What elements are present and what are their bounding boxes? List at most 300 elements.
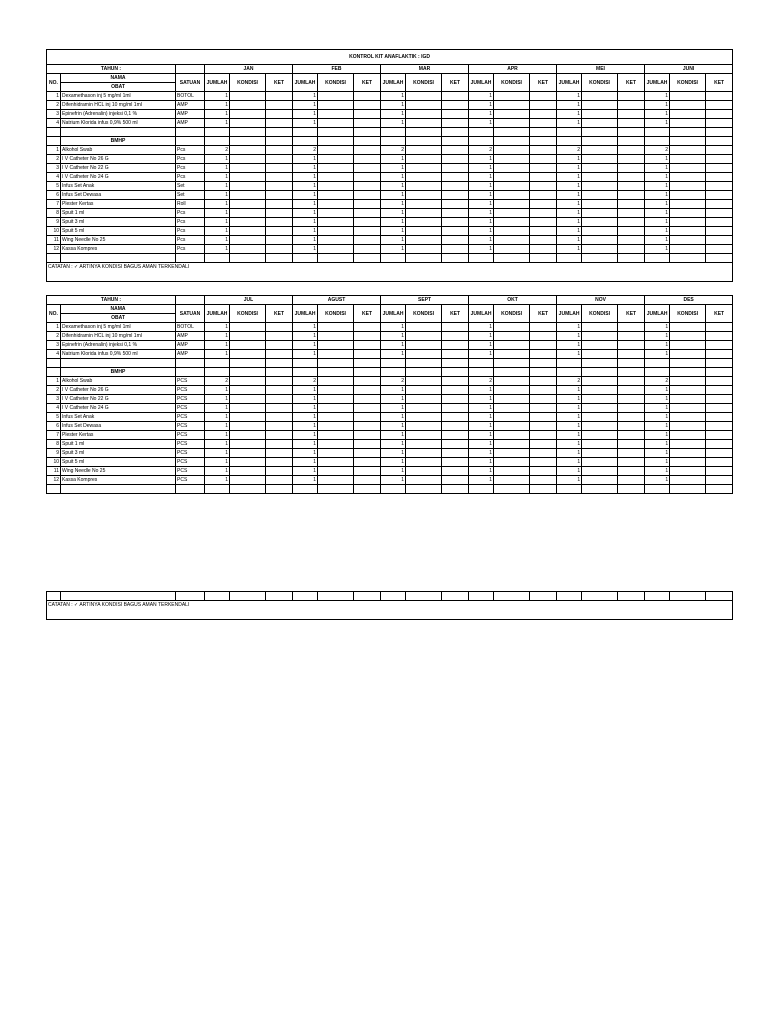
item-row (47, 182, 733, 191)
ket-cell (442, 350, 469, 359)
ket-cell (706, 155, 733, 164)
ket-cell (618, 386, 645, 395)
kondisi-cell (670, 341, 706, 350)
jumlah-cell: 1 (469, 110, 494, 119)
ket-cell (706, 119, 733, 128)
jumlah-cell: 1 (293, 101, 318, 110)
item-satuan: AMP (176, 350, 205, 359)
ket-cell (354, 440, 381, 449)
empty-cell (582, 254, 618, 263)
kondisi-cell (318, 395, 354, 404)
item-name: Natrium Klorida infus 0,9% 500 ml (61, 350, 176, 359)
kondisi-cell (582, 164, 618, 173)
ket-cell (266, 209, 293, 218)
ket-cell (618, 476, 645, 485)
catatan-row (47, 263, 733, 282)
kondisi-cell (406, 422, 442, 431)
empty-cell (645, 137, 670, 146)
jumlah-cell: 1 (469, 236, 494, 245)
ket-cell (530, 341, 557, 350)
ket-cell (618, 218, 645, 227)
kondisi-cell (318, 332, 354, 341)
empty-cell (176, 359, 205, 368)
kondisi-cell (670, 395, 706, 404)
jumlah-cell: 1 (557, 164, 582, 173)
item-name: I V Catheter No 26 G (61, 386, 176, 395)
jumlah-header: JUMLAH (645, 305, 670, 323)
item-name: Epinefrin (Adrenalin) injeksi 0,1 % (61, 341, 176, 350)
kondisi-cell (406, 458, 442, 467)
ket-cell (706, 476, 733, 485)
empty-cell (670, 592, 706, 601)
empty-cell (354, 128, 381, 137)
jumlah-cell: 1 (557, 431, 582, 440)
empty-cell (469, 137, 494, 146)
empty-cell (47, 368, 61, 377)
kondisi-cell (494, 245, 530, 254)
empty-cell (618, 368, 645, 377)
kondisi-cell (230, 218, 266, 227)
ket-cell (618, 101, 645, 110)
jumlah-cell: 2 (557, 146, 582, 155)
kondisi-cell (230, 101, 266, 110)
item-name: Spuit 3 ml (61, 449, 176, 458)
item-satuan: PCS (176, 413, 205, 422)
month-label: NOV (557, 296, 645, 305)
kondisi-cell (230, 431, 266, 440)
ket-cell (618, 227, 645, 236)
ket-cell (354, 191, 381, 200)
item-satuan: Set (176, 182, 205, 191)
tahun-label: TAHUN : (47, 296, 176, 305)
jumlah-cell: 1 (557, 404, 582, 413)
kondisi-cell (494, 323, 530, 332)
item-name: Spuit 1 ml (61, 440, 176, 449)
header-blank (176, 296, 205, 305)
jumlah-cell: 1 (381, 209, 406, 218)
jumlah-cell: 1 (381, 173, 406, 182)
jumlah-cell: 1 (557, 101, 582, 110)
jumlah-cell: 1 (557, 227, 582, 236)
kondisi-cell (230, 449, 266, 458)
ket-cell (706, 377, 733, 386)
item-no: 4 (47, 404, 61, 413)
month-label: MAR (381, 65, 469, 74)
item-row (47, 476, 733, 485)
ket-cell (618, 332, 645, 341)
bmhp-label: BMHP (61, 368, 176, 377)
ket-cell (706, 218, 733, 227)
kondisi-cell (670, 449, 706, 458)
item-no: 11 (47, 467, 61, 476)
item-no: 3 (47, 341, 61, 350)
kondisi-cell (318, 119, 354, 128)
ket-cell (266, 182, 293, 191)
blank-row (47, 254, 733, 263)
kondisi-cell (670, 164, 706, 173)
empty-cell (176, 368, 205, 377)
ket-cell (706, 341, 733, 350)
item-no: 8 (47, 209, 61, 218)
item-row (47, 332, 733, 341)
empty-cell (582, 485, 618, 494)
jumlah-cell: 1 (293, 191, 318, 200)
item-name: Infus Set Dewasa (61, 422, 176, 431)
ket-cell (354, 218, 381, 227)
kondisi-cell (230, 209, 266, 218)
kondisi-cell (494, 110, 530, 119)
kondisi-cell (230, 341, 266, 350)
jumlah-header: JUMLAH (293, 305, 318, 323)
ket-cell (530, 164, 557, 173)
empty-cell (205, 368, 230, 377)
ket-cell (354, 377, 381, 386)
ket-cell (442, 200, 469, 209)
jumlah-cell: 1 (645, 110, 670, 119)
ket-cell (706, 449, 733, 458)
ket-cell (266, 164, 293, 173)
kondisi-cell (494, 209, 530, 218)
kondisi-cell (406, 341, 442, 350)
jumlah-cell: 1 (381, 413, 406, 422)
jumlah-cell: 1 (293, 440, 318, 449)
jumlah-cell: 2 (557, 377, 582, 386)
kondisi-cell (582, 386, 618, 395)
kondisi-cell (670, 236, 706, 245)
kit-table-jul-des (46, 295, 733, 494)
item-satuan: Pcs (176, 173, 205, 182)
jumlah-cell: 1 (645, 395, 670, 404)
ket-cell (354, 119, 381, 128)
jumlah-cell: 1 (557, 476, 582, 485)
empty-cell (645, 592, 670, 601)
empty-cell (381, 128, 406, 137)
empty-cell (47, 254, 61, 263)
kondisi-cell (494, 236, 530, 245)
kondisi-cell (318, 476, 354, 485)
kondisi-cell (406, 200, 442, 209)
kondisi-header: KONDISI (494, 74, 530, 92)
jumlah-cell: 1 (205, 395, 230, 404)
jumlah-cell: 1 (293, 200, 318, 209)
kondisi-cell (494, 422, 530, 431)
item-row (47, 458, 733, 467)
kondisi-cell (318, 467, 354, 476)
ket-cell (442, 236, 469, 245)
empty-cell (293, 137, 318, 146)
item-row (47, 236, 733, 245)
empty-cell (530, 128, 557, 137)
jumlah-cell: 1 (205, 218, 230, 227)
kondisi-cell (670, 350, 706, 359)
ket-cell (530, 101, 557, 110)
jumlah-cell: 1 (469, 476, 494, 485)
ket-header: KET (618, 74, 645, 92)
ket-cell (266, 227, 293, 236)
empty-cell (205, 137, 230, 146)
jumlah-cell: 1 (557, 209, 582, 218)
empty-cell (706, 485, 733, 494)
item-row (47, 386, 733, 395)
jumlah-cell: 1 (469, 404, 494, 413)
ket-cell (530, 209, 557, 218)
kondisi-cell (406, 173, 442, 182)
kondisi-cell (230, 458, 266, 467)
kondisi-cell (318, 200, 354, 209)
jumlah-cell: 1 (469, 413, 494, 422)
jumlah-cell: 1 (557, 245, 582, 254)
ket-header: KET (530, 74, 557, 92)
item-name: Plester Kertas (61, 431, 176, 440)
kondisi-cell (582, 245, 618, 254)
item-satuan: PCS (176, 467, 205, 476)
empty-cell (469, 254, 494, 263)
empty-cell (293, 485, 318, 494)
kondisi-cell (406, 245, 442, 254)
ket-cell (706, 146, 733, 155)
kondisi-cell (318, 101, 354, 110)
ket-header: KET (442, 74, 469, 92)
jumlah-cell: 1 (293, 164, 318, 173)
obat-header: OBAT (61, 314, 176, 323)
jumlah-cell: 1 (469, 155, 494, 164)
jumlah-cell: 2 (645, 377, 670, 386)
kondisi-cell (494, 404, 530, 413)
jumlah-cell: 1 (205, 164, 230, 173)
ket-cell (442, 323, 469, 332)
jumlah-cell: 1 (557, 386, 582, 395)
item-name: Kassa Kompres (61, 245, 176, 254)
ket-cell (618, 146, 645, 155)
item-satuan: BOTOL (176, 323, 205, 332)
ket-cell (266, 119, 293, 128)
jumlah-cell: 1 (293, 218, 318, 227)
jumlah-cell: 1 (469, 173, 494, 182)
jumlah-cell: 1 (293, 458, 318, 467)
empty-cell (381, 137, 406, 146)
ket-cell (706, 350, 733, 359)
item-name: Epinefrin (Adrenalin) injeksi 0,1 % (61, 110, 176, 119)
ket-cell (706, 236, 733, 245)
item-row (47, 173, 733, 182)
ket-cell (354, 227, 381, 236)
kondisi-cell (494, 155, 530, 164)
month-label: JUNI (645, 65, 733, 74)
kondisi-cell (582, 209, 618, 218)
jumlah-cell: 1 (645, 218, 670, 227)
kondisi-cell (406, 182, 442, 191)
jumlah-cell: 1 (645, 227, 670, 236)
empty-cell (406, 254, 442, 263)
item-name: Alkohol Swab (61, 146, 176, 155)
ket-cell (354, 332, 381, 341)
kondisi-cell (230, 110, 266, 119)
jumlah-cell: 1 (557, 440, 582, 449)
empty-cell (706, 254, 733, 263)
ket-cell (530, 404, 557, 413)
ket-cell (266, 431, 293, 440)
item-name: I V Catheter No 24 G (61, 404, 176, 413)
ket-cell (618, 413, 645, 422)
ket-cell (618, 164, 645, 173)
jumlah-cell: 1 (381, 218, 406, 227)
item-name: Wing Needle No 25 (61, 236, 176, 245)
empty-cell (318, 359, 354, 368)
jumlah-cell: 1 (293, 395, 318, 404)
kondisi-cell (670, 146, 706, 155)
jumlah-cell: 1 (293, 245, 318, 254)
jumlah-cell: 1 (469, 332, 494, 341)
kondisi-cell (230, 404, 266, 413)
item-name: Dexamethason inj 5 mg/ml 1ml (61, 92, 176, 101)
empty-cell (582, 368, 618, 377)
ket-header: KET (706, 305, 733, 323)
item-name: Infus Set Dewasa (61, 191, 176, 200)
jumlah-cell: 1 (557, 350, 582, 359)
jumlah-cell: 1 (205, 467, 230, 476)
kondisi-cell (406, 119, 442, 128)
kondisi-cell (494, 377, 530, 386)
jumlah-cell: 1 (381, 227, 406, 236)
kondisi-cell (582, 119, 618, 128)
jumlah-cell: 1 (469, 458, 494, 467)
empty-cell (557, 368, 582, 377)
item-no: 1 (47, 146, 61, 155)
item-no: 4 (47, 350, 61, 359)
jumlah-cell: 1 (381, 323, 406, 332)
jumlah-header: JUMLAH (381, 74, 406, 92)
jumlah-cell: 1 (293, 431, 318, 440)
ket-cell (618, 236, 645, 245)
empty-cell (354, 368, 381, 377)
jumlah-cell: 1 (645, 404, 670, 413)
ket-cell (266, 440, 293, 449)
no-header: NO. (47, 305, 61, 323)
jumlah-cell: 1 (645, 458, 670, 467)
kondisi-cell (670, 422, 706, 431)
ket-cell (442, 227, 469, 236)
kondisi-cell (318, 218, 354, 227)
jumlah-cell: 1 (381, 422, 406, 431)
bmhp-section-row (47, 137, 733, 146)
jumlah-cell: 1 (645, 413, 670, 422)
jumlah-cell: 1 (205, 155, 230, 164)
ket-cell (618, 245, 645, 254)
ket-cell (618, 404, 645, 413)
item-row (47, 422, 733, 431)
jumlah-cell: 1 (293, 341, 318, 350)
jumlah-cell: 1 (293, 110, 318, 119)
empty-cell (670, 359, 706, 368)
empty-cell (582, 137, 618, 146)
empty-cell (670, 128, 706, 137)
month-label: SEPT (381, 296, 469, 305)
ket-cell (706, 422, 733, 431)
ket-header: KET (354, 305, 381, 323)
empty-cell (61, 485, 176, 494)
jumlah-cell: 1 (381, 155, 406, 164)
kondisi-cell (406, 431, 442, 440)
item-no: 8 (47, 440, 61, 449)
item-satuan: Pcs (176, 155, 205, 164)
ket-cell (618, 467, 645, 476)
header-column-row (47, 74, 733, 83)
jumlah-cell: 1 (205, 404, 230, 413)
kondisi-cell (582, 350, 618, 359)
jumlah-cell: 1 (469, 341, 494, 350)
kondisi-header: KONDISI (582, 74, 618, 92)
item-row (47, 101, 733, 110)
kondisi-cell (494, 449, 530, 458)
jumlah-cell: 1 (293, 227, 318, 236)
ket-cell (530, 110, 557, 119)
jumlah-cell: 1 (645, 431, 670, 440)
empty-cell (530, 359, 557, 368)
ket-cell (530, 146, 557, 155)
jumlah-cell: 1 (205, 236, 230, 245)
item-no: 1 (47, 323, 61, 332)
ket-cell (530, 245, 557, 254)
item-row (47, 92, 733, 101)
item-row (47, 245, 733, 254)
item-no: 4 (47, 173, 61, 182)
empty-cell (469, 368, 494, 377)
jumlah-cell: 1 (205, 422, 230, 431)
ket-header: KET (354, 74, 381, 92)
item-no: 3 (47, 164, 61, 173)
item-satuan: PCS (176, 386, 205, 395)
jumlah-cell: 1 (293, 182, 318, 191)
ket-cell (354, 350, 381, 359)
item-satuan: AMP (176, 119, 205, 128)
jumlah-cell: 1 (645, 236, 670, 245)
ket-cell (442, 146, 469, 155)
jumlah-header: JUMLAH (293, 74, 318, 92)
jumlah-cell: 1 (469, 350, 494, 359)
jumlah-cell: 1 (645, 467, 670, 476)
ket-cell (266, 377, 293, 386)
item-satuan: Pcs (176, 227, 205, 236)
item-satuan: Pcs (176, 164, 205, 173)
kondisi-cell (582, 323, 618, 332)
ket-cell (706, 332, 733, 341)
header-blank (176, 65, 205, 74)
kondisi-cell (406, 395, 442, 404)
kondisi-cell (318, 431, 354, 440)
item-satuan: Roll (176, 200, 205, 209)
ket-cell (706, 440, 733, 449)
ket-cell (530, 218, 557, 227)
item-row (47, 377, 733, 386)
ket-cell (618, 200, 645, 209)
jumlah-cell: 1 (557, 119, 582, 128)
ket-cell (530, 227, 557, 236)
jumlah-cell: 1 (381, 476, 406, 485)
ket-cell (618, 155, 645, 164)
kondisi-cell (494, 467, 530, 476)
ket-cell (706, 164, 733, 173)
nama-header: NAMA (61, 305, 176, 314)
kondisi-cell (494, 386, 530, 395)
kondisi-cell (582, 101, 618, 110)
ket-cell (266, 146, 293, 155)
kondisi-cell (406, 164, 442, 173)
ket-cell (706, 227, 733, 236)
ket-cell (442, 431, 469, 440)
kondisi-cell (406, 413, 442, 422)
kondisi-cell (318, 227, 354, 236)
kondisi-cell (582, 92, 618, 101)
